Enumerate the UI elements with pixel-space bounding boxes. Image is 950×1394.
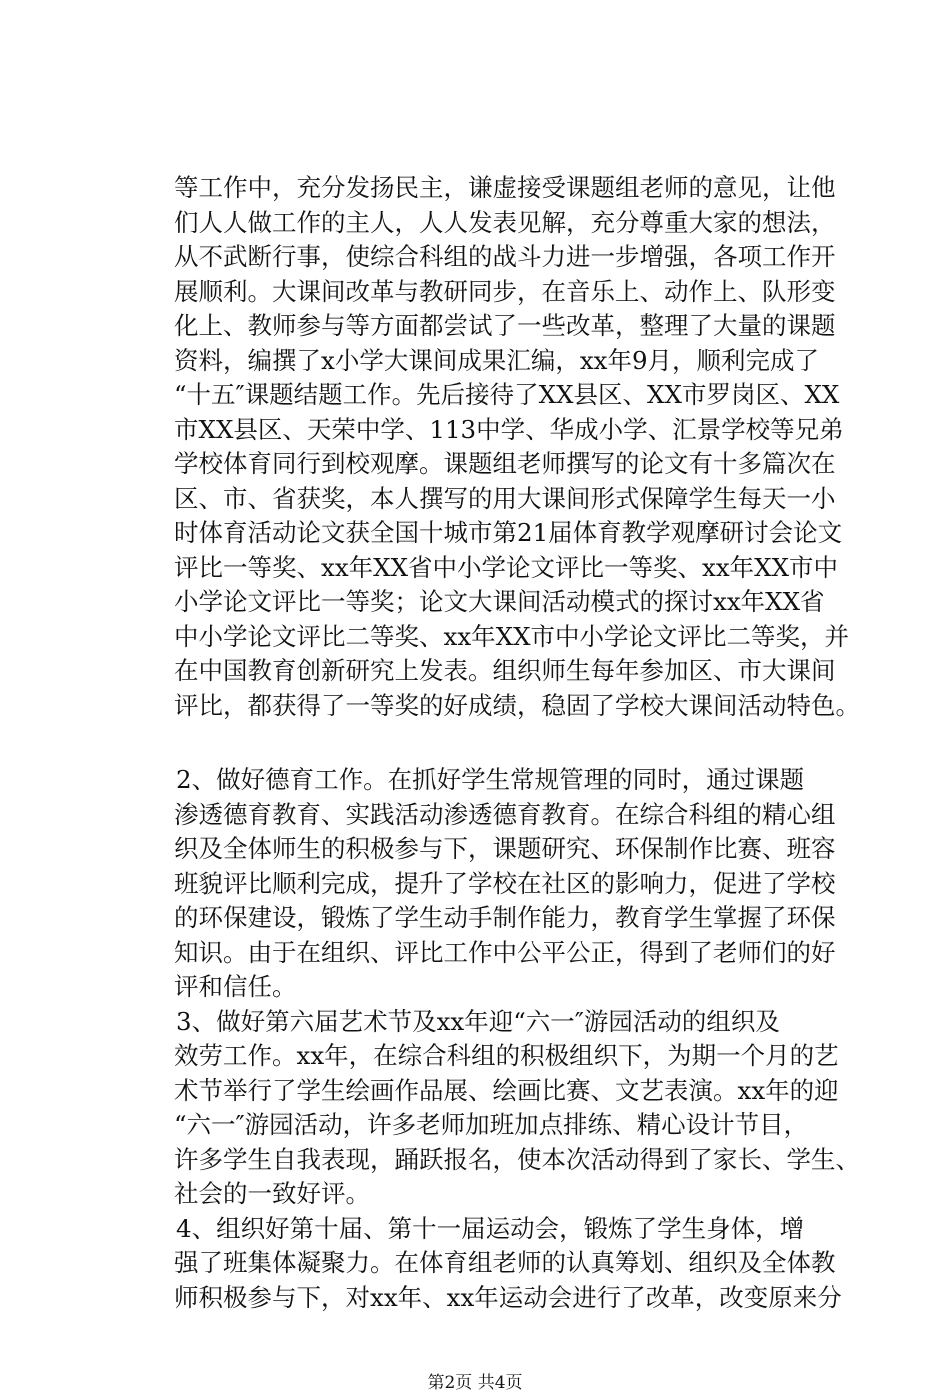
paragraph-line: 学校体育同行到校观摩。课题组老师撰写的论文有十多篇次在 [174, 449, 836, 478]
paragraph-line: 们人人做工作的主人，人人发表见解，充分尊重大家的想法， [174, 207, 836, 237]
paragraph-line: 术节举行了学生绘画作品展、绘画比赛、文艺表演。xx年的迎 [174, 1075, 839, 1105]
paragraph-line: 渗透德育教育、实践活动渗透德育教育。在综合科组的精心组 [174, 799, 836, 829]
paragraph-line: 时体育活动论文获全国十城市第21届体育教学观摩研讨会论文 [174, 518, 843, 547]
paragraph-line: “六一″游园活动，许多老师加班加点排练、精心设计节目， [174, 1110, 809, 1139]
paragraph-line: 评比一等奖、xx年XX省中小学论文评比一等奖、xx年XX市中 [174, 552, 839, 582]
paragraph-line: 师积极参与下，对xx年、xx年运动会进行了改革，改变原来分 [174, 1282, 842, 1312]
paragraph-line: 3、做好第六届艺术节及xx年迎“六一″游园活动的组织及 [176, 1006, 780, 1036]
paragraph-line: 等工作中，充分发扬民主，谦虚接受课题组老师的意见，让他 [174, 173, 836, 202]
paragraph-line: 班貌评比顺利完成，提升了学校在社区的影响力，促进了学校 [174, 868, 836, 898]
paragraph-line: 资料，编撰了x小学大课间成果汇编，xx年9月，顺利完成了 [174, 345, 820, 375]
paragraph-line: “十五″课题结题工作。先后接待了XX县区、XX市罗岗区、XX [174, 380, 840, 409]
paragraph-line: 知识。由于在组织、评比工作中公平公正，得到了老师们的好 [174, 937, 836, 967]
paragraph-line: 化上、教师参与等方面都尝试了一些改革，整理了大量的课题 [174, 311, 836, 340]
paragraph-line: 从不武断行事，使综合科组的战斗力进一步增强，各项工作开 [174, 242, 836, 271]
paragraph-line: 织及全体师生的积极参与下，课题研究、环保制作比赛、班容 [174, 834, 836, 863]
paragraph-line: 2、做好德育工作。在抓好学生常规管理的同时，通过课题 [176, 765, 805, 794]
paragraph-line: 市XX县区、天荣中学、113中学、华成小学、汇景学校等兄弟 [174, 414, 844, 444]
paragraph-line: 社会的一致好评。 [174, 1179, 370, 1208]
paragraph-line: 小学论文评比一等奖；论文大课间活动模式的探讨xx年XX省 [174, 587, 825, 616]
paragraph-line: 效劳工作。xx年，在综合科组的积极组织下，为期一个月的艺 [174, 1041, 839, 1070]
paragraph-line: 强了班集体凝聚力。在体育组老师的认真筹划、组织及全体教 [174, 1248, 836, 1277]
paragraph-line: 许多学生自我表现，踊跃报名，使本次活动得到了家长、学生、 [174, 1144, 860, 1174]
page-footer: 第2页 共4页 [427, 1373, 523, 1393]
paragraph-line: 的环保建设，锻炼了学生动手制作能力，教育学生掌握了环保 [174, 903, 836, 932]
paragraph-line: 评和信任。 [174, 972, 297, 1001]
paragraph-line: 展顺利。大课间改革与教研同步，在音乐上、动作上、队形变 [174, 276, 836, 306]
paragraph-line: 在中国教育创新研究上发表。组织师生每年参加区、市大课间 [174, 656, 836, 685]
paragraph-line: 评比，都获得了一等奖的好成绩，稳固了学校大课间活动特色。 [174, 690, 860, 720]
paragraph-line: 4、组织好第十届、第十一届运动会，锻炼了学生身体，增 [176, 1213, 805, 1243]
paragraph-line: 中小学论文评比二等奖、xx年XX市中小学论文评比二等奖，并 [174, 621, 850, 651]
paragraph-line: 区、市、省获奖，本人撰写的用大课间形式保障学生每天一小 [174, 483, 836, 513]
